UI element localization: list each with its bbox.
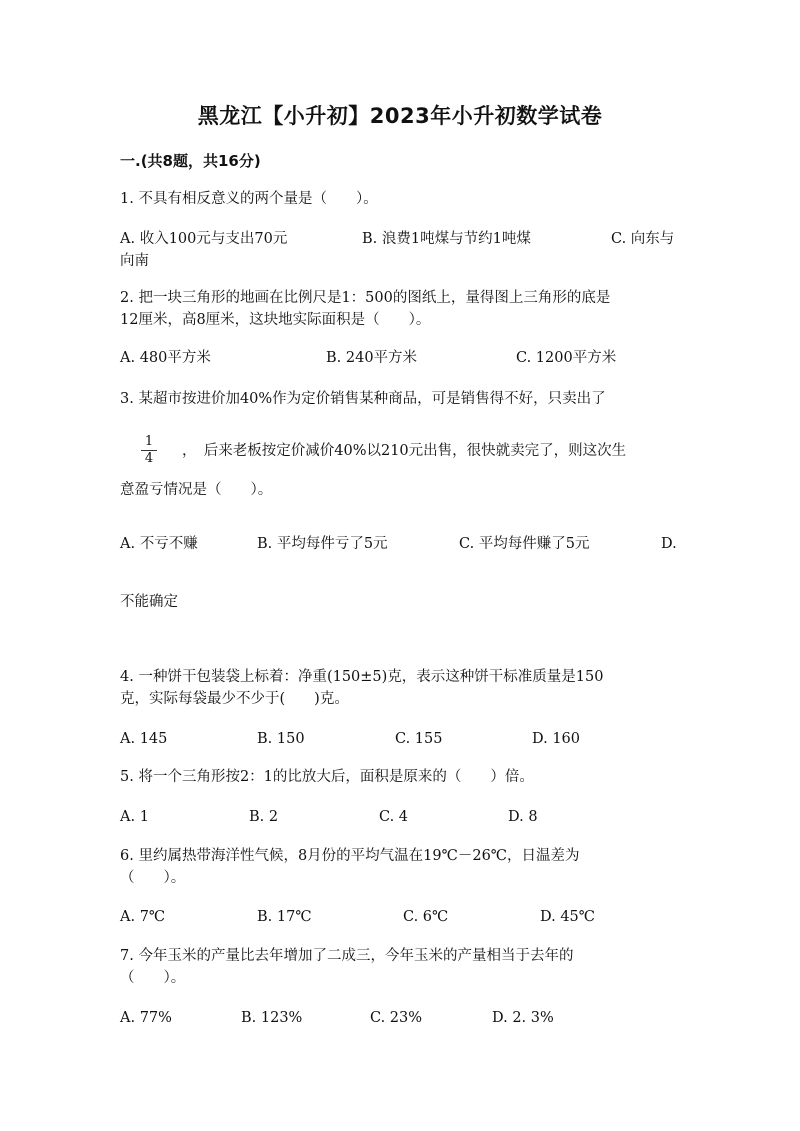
question-7-stem-line-2: （ ）。 bbox=[120, 970, 186, 986]
question-5-option-b: B. 2 bbox=[249, 809, 279, 825]
question-3-option-b: B. 平均每件亏了5元 bbox=[257, 536, 388, 552]
question-7-option-b: B. 123% bbox=[241, 1010, 303, 1026]
question-3-option-a: A. 不亏不赚 bbox=[120, 536, 198, 552]
question-3-option-d: D. bbox=[661, 536, 677, 552]
question-6-option-b: B. 17℃ bbox=[257, 909, 312, 925]
page-title: 黑龙江【小升初】2023年小升初数学试卷 bbox=[197, 104, 603, 128]
question-5-option-c: C. 4 bbox=[379, 809, 409, 825]
question-2-option-a: A. 480平方米 bbox=[120, 350, 211, 366]
question-3-stem-line-3: 意盈亏情况是（ ）。 bbox=[120, 482, 273, 498]
question-1-option-c-continued: 向南 bbox=[120, 253, 149, 269]
fraction-denominator: 4 bbox=[144, 451, 154, 466]
question-7-option-c: C. 23% bbox=[370, 1010, 423, 1026]
question-4-option-c: C. 155 bbox=[395, 731, 443, 747]
question-2-stem-line-2: 12厘米，高8厘米，这块地实际面积是（ ）。 bbox=[120, 312, 431, 328]
question-3-stem-line-2: ， 后来老板按定价减价40%以210元出售，很快就卖完了，则这次生 bbox=[182, 443, 627, 459]
question-6-stem-line-2: （ ）。 bbox=[120, 870, 186, 886]
question-4-option-d: D. 160 bbox=[532, 731, 581, 747]
question-3-option-c: C. 平均每件赚了5元 bbox=[459, 536, 590, 552]
question-1-option-b: B. 浪费1吨煤与节约1吨煤 bbox=[362, 231, 531, 247]
question-4-stem-line-2: 克，实际每袋最少不少于( )克。 bbox=[120, 691, 349, 707]
question-6-option-a: A. 7℃ bbox=[120, 909, 166, 925]
question-2-stem-line-1: 2. 把一块三角形的地画在比例尺是1：500的图纸上，量得图上三角形的底是 bbox=[120, 290, 611, 306]
fraction-one-quarter bbox=[140, 434, 158, 467]
question-5-option-a: A. 1 bbox=[120, 809, 149, 825]
section-heading: 一.(共8题，共16分) bbox=[120, 152, 261, 170]
question-6-option-d: D. 45℃ bbox=[540, 909, 595, 925]
question-7-stem-line-1: 7. 今年玉米的产量比去年增加了二成三，今年玉米的产量相当于去年的 bbox=[120, 948, 574, 964]
question-6-option-c: C. 6℃ bbox=[403, 909, 449, 925]
question-7-option-d: D. 2. 3% bbox=[492, 1010, 554, 1026]
question-3-option-d-text: 不能确定 bbox=[120, 594, 178, 610]
question-1-option-a: A. 收入100元与支出70元 bbox=[120, 231, 288, 247]
question-4-stem-line-1: 4. 一种饼干包装袋上标着：净重(150±5)克，表示这种饼干标准质量是150 bbox=[120, 669, 604, 685]
question-2-option-b: B. 240平方米 bbox=[326, 350, 418, 366]
question-7-option-a: A. 77% bbox=[120, 1010, 172, 1026]
question-1-option-c: C. 向东与 bbox=[611, 231, 675, 247]
question-1-stem: 1. 不具有相反意义的两个量是（ ）。 bbox=[120, 191, 378, 207]
question-5-option-d: D. 8 bbox=[508, 809, 538, 825]
question-6-stem-line-1: 6. 里约属热带海洋性气候，8月份的平均气温在19℃－26℃，日温差为 bbox=[120, 848, 580, 864]
question-4-option-a: A. 145 bbox=[120, 731, 168, 747]
question-4-option-b: B. 150 bbox=[257, 731, 305, 747]
question-5-stem: 5. 将一个三角形按2：1的比放大后，面积是原来的（ ）倍。 bbox=[120, 769, 534, 785]
question-2-option-c: C. 1200平方米 bbox=[516, 350, 617, 366]
question-3-stem-line-1: 3. 某超市按进价加40%作为定价销售某种商品，可是销售得不好，只卖出了 bbox=[120, 391, 606, 407]
fraction-numerator: 1 bbox=[144, 434, 154, 449]
